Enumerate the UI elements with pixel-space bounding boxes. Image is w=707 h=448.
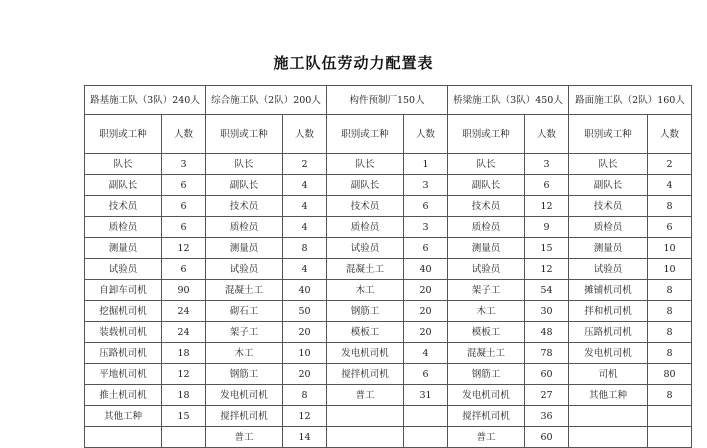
- count-cell: 10: [648, 259, 692, 280]
- count-cell: 14: [283, 427, 327, 448]
- role-cell: 砌石工: [206, 301, 283, 322]
- role-cell: 钢筋工: [327, 301, 404, 322]
- count-cell: 8: [648, 385, 692, 406]
- count-cell: 6: [404, 196, 448, 217]
- count-cell: [404, 427, 448, 448]
- role-header-cell: 职别或工种: [85, 115, 162, 154]
- count-cell: 90: [162, 280, 206, 301]
- count-cell: 8: [283, 238, 327, 259]
- role-cell: 搅拌机司机: [448, 406, 525, 427]
- role-cell: 推土机司机: [85, 385, 162, 406]
- count-cell: 60: [525, 364, 569, 385]
- team-name-cell: 桥梁施工队（3队）450人: [448, 86, 569, 115]
- role-cell: 试验员: [85, 259, 162, 280]
- count-cell: 12: [162, 238, 206, 259]
- count-cell: 15: [162, 406, 206, 427]
- column-header-row: [85, 115, 692, 154]
- role-cell: 发电机司机: [569, 343, 648, 364]
- team-header-row: [85, 86, 692, 115]
- role-cell: 搅拌机司机: [206, 406, 283, 427]
- role-cell: 发电机司机: [327, 343, 404, 364]
- count-cell: 31: [404, 385, 448, 406]
- count-header-cell: 人数: [648, 115, 692, 154]
- role-header-cell: 职别或工种: [206, 115, 283, 154]
- count-cell: 12: [283, 406, 327, 427]
- count-cell: 4: [283, 175, 327, 196]
- count-cell: 80: [648, 364, 692, 385]
- role-header-cell: 职别或工种: [569, 115, 648, 154]
- role-cell: 质检员: [448, 217, 525, 238]
- count-header-cell: 人数: [404, 115, 448, 154]
- count-cell: 8: [648, 280, 692, 301]
- role-cell: 技术员: [85, 196, 162, 217]
- table-row: [85, 259, 692, 280]
- role-cell: 试验员: [569, 259, 648, 280]
- role-cell: 发电机司机: [448, 385, 525, 406]
- count-cell: [404, 406, 448, 427]
- count-cell: 8: [648, 301, 692, 322]
- role-cell: 木工: [206, 343, 283, 364]
- count-cell: 36: [525, 406, 569, 427]
- count-cell: 10: [648, 238, 692, 259]
- role-cell: 质检员: [85, 217, 162, 238]
- count-cell: 8: [648, 343, 692, 364]
- count-cell: 3: [525, 154, 569, 175]
- role-header-cell: 职别或工种: [327, 115, 404, 154]
- count-cell: 40: [404, 259, 448, 280]
- table-row: [85, 406, 692, 427]
- role-cell: 木工: [327, 280, 404, 301]
- count-cell: 12: [162, 364, 206, 385]
- count-cell: 27: [525, 385, 569, 406]
- count-cell: 40: [283, 280, 327, 301]
- count-cell: 4: [648, 175, 692, 196]
- count-cell: 8: [648, 322, 692, 343]
- role-cell: 测量员: [206, 238, 283, 259]
- role-cell: 混凝土工: [448, 343, 525, 364]
- count-cell: 15: [525, 238, 569, 259]
- count-cell: 6: [648, 217, 692, 238]
- count-cell: 8: [283, 385, 327, 406]
- role-cell: 木工: [448, 301, 525, 322]
- role-cell: 测量员: [448, 238, 525, 259]
- count-cell: 2: [283, 154, 327, 175]
- role-cell: 普工: [327, 385, 404, 406]
- role-cell: 拌和机司机: [569, 301, 648, 322]
- count-cell: 48: [525, 322, 569, 343]
- count-cell: [162, 427, 206, 448]
- role-cell: 技术员: [206, 196, 283, 217]
- count-cell: 20: [283, 322, 327, 343]
- role-cell: [327, 406, 404, 427]
- role-cell: 平地机司机: [85, 364, 162, 385]
- role-cell: 钢筋工: [448, 364, 525, 385]
- role-cell: 技术员: [569, 196, 648, 217]
- role-cell: 装载机司机: [85, 322, 162, 343]
- count-cell: 78: [525, 343, 569, 364]
- role-cell: 质检员: [206, 217, 283, 238]
- role-cell: 队长: [206, 154, 283, 175]
- team-name-cell: 构件预制厂150人: [327, 86, 448, 115]
- count-cell: 12: [525, 259, 569, 280]
- team-name-cell: 路面施工队（2队）160人: [569, 86, 692, 115]
- role-cell: 摊铺机司机: [569, 280, 648, 301]
- role-cell: [85, 427, 162, 448]
- role-cell: 混凝土工: [327, 259, 404, 280]
- count-cell: 20: [404, 280, 448, 301]
- role-cell: 质检员: [327, 217, 404, 238]
- role-cell: 钢筋工: [206, 364, 283, 385]
- table-row: [85, 175, 692, 196]
- labor-allocation-table: [84, 85, 692, 448]
- table-row: [85, 427, 692, 448]
- role-cell: 试验员: [206, 259, 283, 280]
- role-cell: 压路机司机: [85, 343, 162, 364]
- count-cell: 3: [162, 154, 206, 175]
- count-cell: 1: [404, 154, 448, 175]
- count-cell: 30: [525, 301, 569, 322]
- count-cell: 20: [283, 364, 327, 385]
- count-cell: 24: [162, 322, 206, 343]
- count-cell: 6: [162, 175, 206, 196]
- count-cell: 4: [283, 259, 327, 280]
- count-cell: 24: [162, 301, 206, 322]
- count-cell: 10: [283, 343, 327, 364]
- team-name-cell: 综合施工队（2队）200人: [206, 86, 327, 115]
- role-cell: 技术员: [448, 196, 525, 217]
- role-cell: 技术员: [327, 196, 404, 217]
- count-cell: 6: [162, 259, 206, 280]
- count-cell: 2: [648, 154, 692, 175]
- count-cell: 20: [404, 301, 448, 322]
- role-cell: [569, 427, 648, 448]
- table-row: [85, 322, 692, 343]
- count-cell: 6: [404, 238, 448, 259]
- count-cell: 20: [404, 322, 448, 343]
- role-cell: 搅拌机司机: [327, 364, 404, 385]
- table-row: [85, 385, 692, 406]
- role-cell: 模板工: [448, 322, 525, 343]
- role-cell: 队长: [327, 154, 404, 175]
- count-cell: 6: [404, 364, 448, 385]
- role-cell: 测量员: [85, 238, 162, 259]
- role-cell: 质检员: [569, 217, 648, 238]
- role-cell: 其他工种: [85, 406, 162, 427]
- role-cell: [327, 427, 404, 448]
- role-cell: 其他工种: [569, 385, 648, 406]
- table-row: [85, 238, 692, 259]
- role-cell: 副队长: [448, 175, 525, 196]
- role-cell: 试验员: [448, 259, 525, 280]
- count-cell: [648, 406, 692, 427]
- role-cell: 副队长: [206, 175, 283, 196]
- table-row: [85, 154, 692, 175]
- table-row: [85, 301, 692, 322]
- role-cell: 队长: [448, 154, 525, 175]
- team-name-cell: 路基施工队（3队）240人: [85, 86, 206, 115]
- table-row: [85, 217, 692, 238]
- count-cell: 8: [648, 196, 692, 217]
- role-cell: 试验员: [327, 238, 404, 259]
- table-row: [85, 280, 692, 301]
- count-header-cell: 人数: [162, 115, 206, 154]
- count-cell: 6: [162, 217, 206, 238]
- count-cell: 4: [283, 196, 327, 217]
- role-cell: 副队长: [569, 175, 648, 196]
- role-cell: 自卸车司机: [85, 280, 162, 301]
- count-cell: 18: [162, 343, 206, 364]
- count-cell: 6: [162, 196, 206, 217]
- count-cell: 6: [525, 175, 569, 196]
- role-cell: 副队长: [327, 175, 404, 196]
- count-cell: 54: [525, 280, 569, 301]
- role-cell: 队长: [85, 154, 162, 175]
- role-cell: 架子工: [448, 280, 525, 301]
- role-cell: 模板工: [327, 322, 404, 343]
- table-row: [85, 364, 692, 385]
- count-cell: 60: [525, 427, 569, 448]
- role-cell: 测量员: [569, 238, 648, 259]
- count-cell: 4: [283, 217, 327, 238]
- role-header-cell: 职别或工种: [448, 115, 525, 154]
- role-cell: 副队长: [85, 175, 162, 196]
- role-cell: 司机: [569, 364, 648, 385]
- count-header-cell: 人数: [525, 115, 569, 154]
- role-cell: 架子工: [206, 322, 283, 343]
- count-cell: 12: [525, 196, 569, 217]
- count-cell: 3: [404, 217, 448, 238]
- document-title: 施工队伍劳动力配置表: [273, 54, 434, 72]
- count-cell: [648, 427, 692, 448]
- role-cell: 队长: [569, 154, 648, 175]
- role-cell: 混凝土工: [206, 280, 283, 301]
- count-header-cell: 人数: [283, 115, 327, 154]
- role-cell: 普工: [206, 427, 283, 448]
- count-cell: 9: [525, 217, 569, 238]
- role-cell: 压路机司机: [569, 322, 648, 343]
- table-row: [85, 343, 692, 364]
- role-cell: 挖掘机司机: [85, 301, 162, 322]
- count-cell: 4: [404, 343, 448, 364]
- role-cell: 普工: [448, 427, 525, 448]
- role-cell: [569, 406, 648, 427]
- role-cell: 发电机司机: [206, 385, 283, 406]
- table-row: [85, 196, 692, 217]
- count-cell: 3: [404, 175, 448, 196]
- count-cell: 18: [162, 385, 206, 406]
- count-cell: 50: [283, 301, 327, 322]
